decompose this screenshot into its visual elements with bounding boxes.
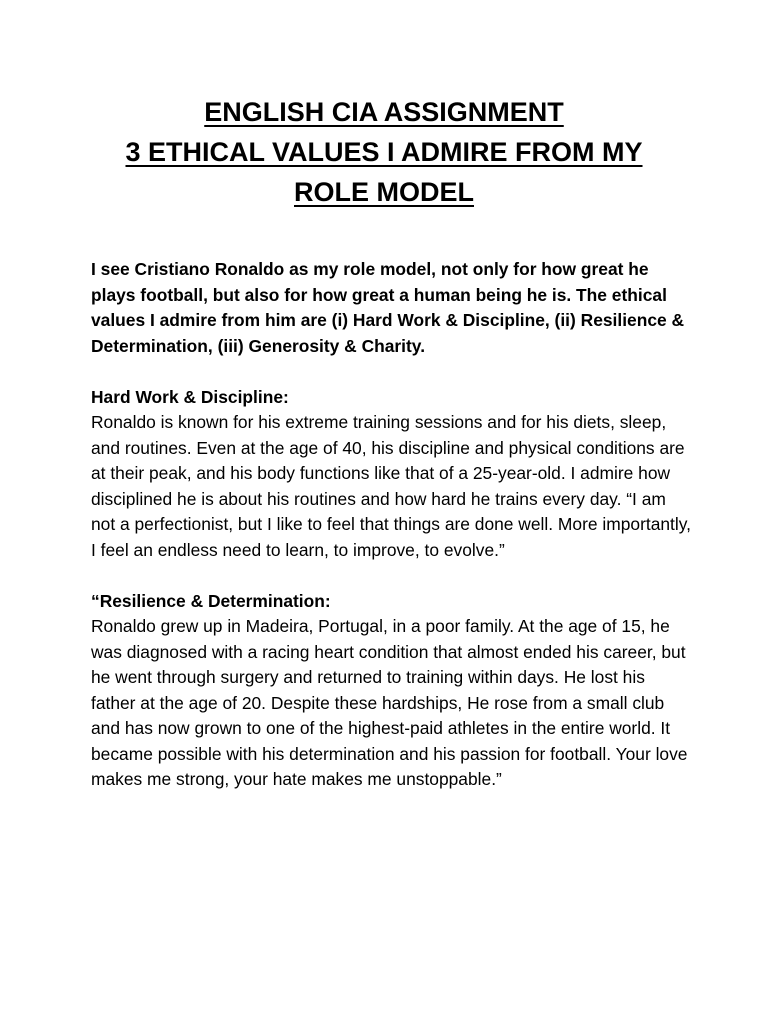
section-body: Ronaldo grew up in Madeira, Portugal, in a poor family. At the age of 15, he was diagnosed with a racing heart condition that almost ended his career, but he went through surgery and returned to training within days. He lost his father at the age of 20. Despite these hardships, He rose from a small club and has now grown to one of the highest-paid athletes in the entire world. It became possible with his determination and his passion for football. Your love makes me strong, your hate makes me unstoppable.” bbox=[91, 616, 688, 789]
section-body: Ronaldo is known for his extreme training sessions and for his diets, sleep, and routines. Even at the age of 40, his discipline and physical conditions are at their peak, and his body functions like that of a 25-year-old. I admire how disciplined he is about his routines and how hard he trains every day. “I am not a perfectionist, but I like to feel that things are done well. More importantly, I feel an endless need to learn, to improve, to evolve.” bbox=[91, 412, 691, 560]
title-line: ENGLISH CIA ASSIGNMENT bbox=[204, 97, 564, 127]
section-resilience bbox=[91, 589, 691, 793]
section-heading: Hard Work & Discipline: bbox=[91, 386, 289, 407]
title-line: 3 ETHICAL VALUES I ADMIRE FROM MY bbox=[125, 137, 643, 167]
title-line: ROLE MODEL bbox=[294, 177, 474, 207]
intro-paragraph: I see Cristiano Ronaldo as my role model, not only for how great he plays football, but also for how great a human being he is. The ethical values I admire from him are (i) Hard Work & Discipline, (ii) Resilience & Determination, (iii) Generosity & Charity. bbox=[91, 259, 685, 356]
section-heading: “Resilience & Determination: bbox=[91, 590, 331, 611]
section-hard-work bbox=[91, 385, 691, 564]
document-title bbox=[60, 92, 708, 212]
document-body bbox=[91, 257, 691, 818]
